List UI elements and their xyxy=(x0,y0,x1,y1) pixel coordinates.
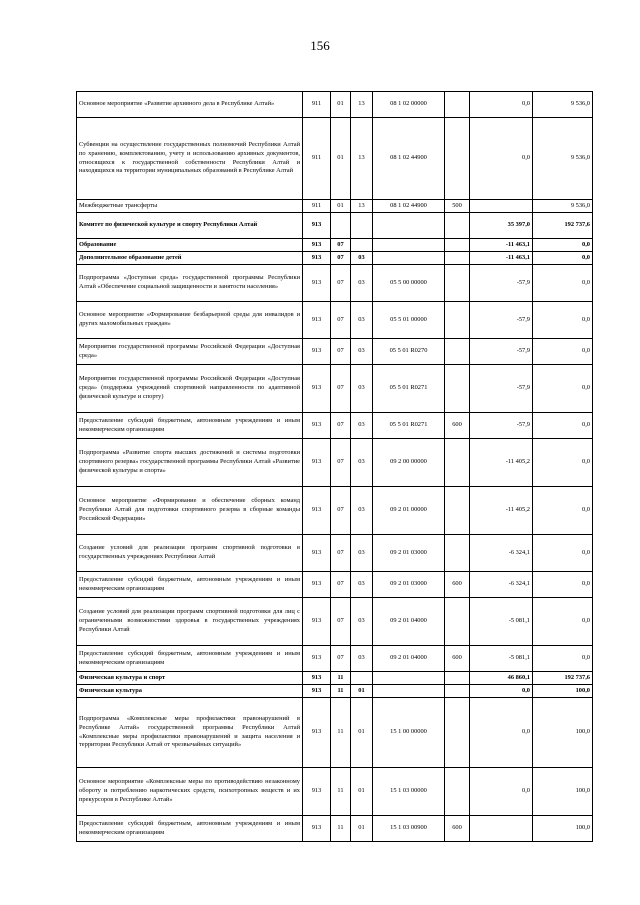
row-grbs-code: 913 xyxy=(303,816,331,842)
row-amount-2: 9 536,0 xyxy=(533,92,593,118)
page-number: 156 xyxy=(310,38,330,53)
row-target-article: 05 5 01 R0270 xyxy=(373,339,445,365)
row-section-code: 07 xyxy=(331,646,351,672)
row-section-code: 07 xyxy=(331,598,351,646)
row-amount-1: -57,9 xyxy=(470,302,533,339)
row-section-code: 07 xyxy=(331,365,351,413)
row-section-code: 11 xyxy=(331,685,351,698)
table-row xyxy=(77,252,593,265)
row-grbs-code: 913 xyxy=(303,535,331,572)
row-name: Межбюджетные трансферты xyxy=(77,200,303,213)
row-amount-1: -6 324,1 xyxy=(470,535,533,572)
row-name: Физическая культура и спорт xyxy=(77,672,303,685)
row-subsection-code: 03 xyxy=(351,365,373,413)
table-row xyxy=(77,487,593,535)
table-row xyxy=(77,239,593,252)
row-target-article: 15 1 03 00000 xyxy=(373,768,445,816)
row-grbs-code: 913 xyxy=(303,302,331,339)
row-grbs-code: 913 xyxy=(303,339,331,365)
row-grbs-code: 913 xyxy=(303,265,331,302)
row-grbs-code: 911 xyxy=(303,92,331,118)
row-name: Дополнительное образование детей xyxy=(77,252,303,265)
row-name: Основное мероприятие «Развитие архивного дела в Республике Алтай» xyxy=(77,92,303,118)
row-grbs-code: 913 xyxy=(303,598,331,646)
row-grbs-code: 913 xyxy=(303,365,331,413)
row-section-code: 07 xyxy=(331,265,351,302)
row-section-code: 11 xyxy=(331,816,351,842)
row-name: Предоставление субсидий бюджетным, автономным учреждениям и иным некоммерческим организациям xyxy=(77,816,303,842)
table-row xyxy=(77,265,593,302)
row-expense-type xyxy=(445,365,470,413)
row-section-code: 01 xyxy=(331,118,351,200)
row-name: Предоставление субсидий бюджетным, автономным учреждениям и иным некоммерческим организациям xyxy=(77,413,303,439)
row-subsection-code: 03 xyxy=(351,646,373,672)
row-subsection-code: 01 xyxy=(351,685,373,698)
row-expense-type xyxy=(445,698,470,768)
row-expense-type xyxy=(445,439,470,487)
row-name: Субвенции на осуществление государственных полномочий Республики Алтай по хранению, комплектованию, учету и использованию архивных документов, относящихся к государственной собственности Республики Алтай и находящихся на территории муниципальных образований в Республике Алтай xyxy=(77,118,303,200)
row-expense-type xyxy=(445,213,470,239)
row-amount-2: 100,0 xyxy=(533,698,593,768)
row-amount-1: 35 397,0 xyxy=(470,213,533,239)
row-amount-1 xyxy=(470,816,533,842)
row-target-article: 09 2 01 04000 xyxy=(373,598,445,646)
table-row xyxy=(77,200,593,213)
row-grbs-code: 913 xyxy=(303,698,331,768)
row-expense-type xyxy=(445,265,470,302)
row-subsection-code: 01 xyxy=(351,816,373,842)
row-grbs-code: 911 xyxy=(303,118,331,200)
row-target-article: 05 5 01 R0271 xyxy=(373,413,445,439)
row-subsection-code: 03 xyxy=(351,413,373,439)
row-subsection-code: 03 xyxy=(351,252,373,265)
row-target-article: 09 2 00 00000 xyxy=(373,439,445,487)
table-body xyxy=(77,92,593,842)
table-row xyxy=(77,118,593,200)
row-grbs-code: 913 xyxy=(303,252,331,265)
row-target-article: 09 2 01 04000 xyxy=(373,646,445,672)
row-target-article: 05 5 01 R0271 xyxy=(373,365,445,413)
row-grbs-code: 913 xyxy=(303,213,331,239)
row-expense-type xyxy=(445,118,470,200)
row-section-code: 07 xyxy=(331,487,351,535)
row-expense-type xyxy=(445,598,470,646)
row-name: Предоставление субсидий бюджетным, автономным учреждениям и иным некоммерческим организациям xyxy=(77,572,303,598)
row-amount-1: -57,9 xyxy=(470,265,533,302)
row-section-code: 11 xyxy=(331,698,351,768)
table-row xyxy=(77,572,593,598)
row-amount-1: 0,0 xyxy=(470,118,533,200)
row-amount-1: -11 463,1 xyxy=(470,252,533,265)
row-subsection-code xyxy=(351,213,373,239)
table-row xyxy=(77,672,593,685)
row-amount-2: 100,0 xyxy=(533,768,593,816)
row-expense-type xyxy=(445,302,470,339)
table-row xyxy=(77,92,593,118)
row-section-code: 07 xyxy=(331,239,351,252)
row-section-code xyxy=(331,213,351,239)
row-expense-type: 600 xyxy=(445,572,470,598)
row-amount-1: -57,9 xyxy=(470,413,533,439)
row-name: Создание условий для реализации программ спортивной подготовки в государственных учреждениях Республики Алтай xyxy=(77,535,303,572)
budget-table xyxy=(76,91,593,842)
row-name: Предоставление субсидий бюджетным, автономным учреждениям и иным некоммерческим организациям xyxy=(77,646,303,672)
row-grbs-code: 911 xyxy=(303,200,331,213)
table-row xyxy=(77,535,593,572)
row-amount-2: 0,0 xyxy=(533,598,593,646)
row-amount-1: 0,0 xyxy=(470,92,533,118)
row-target-article: 08 1 02 44900 xyxy=(373,200,445,213)
row-amount-1: 0,0 xyxy=(470,768,533,816)
row-section-code: 07 xyxy=(331,413,351,439)
row-target-article: 08 1 02 00000 xyxy=(373,92,445,118)
row-subsection-code: 01 xyxy=(351,698,373,768)
table-row xyxy=(77,598,593,646)
row-amount-2: 192 737,6 xyxy=(533,672,593,685)
row-amount-1: -57,9 xyxy=(470,365,533,413)
row-subsection-code: 13 xyxy=(351,118,373,200)
table-row xyxy=(77,339,593,365)
row-name: Комитет по физической культуре и спорту Республики Алтай xyxy=(77,213,303,239)
table-row xyxy=(77,365,593,413)
row-amount-2: 9 536,0 xyxy=(533,200,593,213)
row-expense-type xyxy=(445,535,470,572)
row-grbs-code: 913 xyxy=(303,439,331,487)
row-amount-1: 0,0 xyxy=(470,698,533,768)
row-expense-type xyxy=(445,252,470,265)
row-section-code: 07 xyxy=(331,302,351,339)
row-target-article: 05 5 01 00000 xyxy=(373,302,445,339)
row-amount-1: -6 324,1 xyxy=(470,572,533,598)
row-expense-type xyxy=(445,672,470,685)
row-amount-2: 0,0 xyxy=(533,239,593,252)
row-expense-type xyxy=(445,487,470,535)
row-grbs-code: 913 xyxy=(303,685,331,698)
row-amount-2: 0,0 xyxy=(533,339,593,365)
row-expense-type xyxy=(445,92,470,118)
table-row xyxy=(77,302,593,339)
row-amount-2: 0,0 xyxy=(533,646,593,672)
row-target-article xyxy=(373,213,445,239)
row-subsection-code: 13 xyxy=(351,92,373,118)
row-name: Подпрограмма «Развитие спорта высших достижений и системы подготовки спортивного резерва» государственной программы Республики Алтай «Развитие физической культуры и спорта» xyxy=(77,439,303,487)
row-amount-1: -57,9 xyxy=(470,339,533,365)
row-amount-1: 0,0 xyxy=(470,685,533,698)
row-amount-1: -11 405,2 xyxy=(470,439,533,487)
row-target-article: 15 1 03 00900 xyxy=(373,816,445,842)
table-row xyxy=(77,698,593,768)
row-subsection-code: 01 xyxy=(351,768,373,816)
row-name: Физическая культура xyxy=(77,685,303,698)
row-section-code: 11 xyxy=(331,768,351,816)
row-section-code: 07 xyxy=(331,339,351,365)
row-name: Образование xyxy=(77,239,303,252)
table-row xyxy=(77,439,593,487)
row-grbs-code: 913 xyxy=(303,768,331,816)
row-target-article xyxy=(373,239,445,252)
row-expense-type xyxy=(445,685,470,698)
row-amount-2: 0,0 xyxy=(533,572,593,598)
row-name: Основное мероприятие «Формирование безбарьерной среды для инвалидов и других маломобильных граждан» xyxy=(77,302,303,339)
row-section-code: 11 xyxy=(331,672,351,685)
row-name: Подпрограмма «Комплексные меры профилактики правонарушений в Республике Алтай» государственной программы Республики Алтай «Комплексные меры профилактики правонарушений и защита населения и территории Республики Алтай от чрезвычайных ситуаций» xyxy=(77,698,303,768)
row-amount-2: 9 536,0 xyxy=(533,118,593,200)
row-amount-2: 0,0 xyxy=(533,439,593,487)
table-row xyxy=(77,685,593,698)
row-target-article: 15 1 00 00000 xyxy=(373,698,445,768)
row-name: Основное мероприятие «Формирование и обеспечение сборных команд Республики Алтай для подготовки спортивного резерва в сборные команды Российской Федерации» xyxy=(77,487,303,535)
row-target-article: 05 5 00 00000 xyxy=(373,265,445,302)
row-subsection-code: 03 xyxy=(351,535,373,572)
row-expense-type: 500 xyxy=(445,200,470,213)
row-amount-1: -11 405,2 xyxy=(470,487,533,535)
row-target-article: 08 1 02 44900 xyxy=(373,118,445,200)
row-amount-2: 100,0 xyxy=(533,816,593,842)
row-section-code: 01 xyxy=(331,92,351,118)
row-section-code: 07 xyxy=(331,572,351,598)
row-subsection-code: 03 xyxy=(351,487,373,535)
row-name: Подпрограмма «Доступная среда» государственной программы Республики Алтай «Обеспечение социальной защищенности и занятости населения» xyxy=(77,265,303,302)
row-amount-2: 0,0 xyxy=(533,487,593,535)
row-subsection-code: 03 xyxy=(351,572,373,598)
row-amount-2: 0,0 xyxy=(533,302,593,339)
row-amount-2: 0,0 xyxy=(533,365,593,413)
row-section-code: 07 xyxy=(331,439,351,487)
row-subsection-code: 03 xyxy=(351,439,373,487)
table-row xyxy=(77,816,593,842)
row-target-article xyxy=(373,685,445,698)
row-amount-1: -5 081,1 xyxy=(470,598,533,646)
row-expense-type xyxy=(445,339,470,365)
row-grbs-code: 913 xyxy=(303,572,331,598)
row-expense-type: 600 xyxy=(445,413,470,439)
row-subsection-code: 03 xyxy=(351,598,373,646)
row-section-code: 01 xyxy=(331,200,351,213)
row-expense-type: 600 xyxy=(445,646,470,672)
row-target-article: 09 2 01 03000 xyxy=(373,535,445,572)
row-name: Мероприятия государственной программы Российской Федерации «Доступная среда» (поддержка учреждений спортивной направленности по адаптивной физической культуре и спорту) xyxy=(77,365,303,413)
row-expense-type xyxy=(445,768,470,816)
row-amount-1: -5 081,1 xyxy=(470,646,533,672)
row-subsection-code: 03 xyxy=(351,339,373,365)
table-row xyxy=(77,413,593,439)
row-subsection-code xyxy=(351,239,373,252)
row-subsection-code: 13 xyxy=(351,200,373,213)
row-grbs-code: 913 xyxy=(303,646,331,672)
row-grbs-code: 913 xyxy=(303,239,331,252)
row-grbs-code: 913 xyxy=(303,672,331,685)
row-name: Основное мероприятие «Комплексные меры по противодействию незаконному обороту и потреблению наркотических средств, психотропных веществ и их прекурсоров в Республике Алтай» xyxy=(77,768,303,816)
row-target-article xyxy=(373,252,445,265)
table-row xyxy=(77,768,593,816)
row-amount-2: 0,0 xyxy=(533,265,593,302)
row-amount-2: 0,0 xyxy=(533,535,593,572)
row-subsection-code: 03 xyxy=(351,302,373,339)
row-expense-type: 600 xyxy=(445,816,470,842)
row-subsection-code: 03 xyxy=(351,265,373,302)
row-section-code: 07 xyxy=(331,535,351,572)
table-row xyxy=(77,646,593,672)
row-target-article: 09 2 01 00000 xyxy=(373,487,445,535)
row-amount-1: 46 860,1 xyxy=(470,672,533,685)
row-amount-2: 0,0 xyxy=(533,413,593,439)
row-name: Мероприятия государственной программы Российской Федерации «Доступная среда» xyxy=(77,339,303,365)
row-amount-1: -11 463,1 xyxy=(470,239,533,252)
row-grbs-code: 913 xyxy=(303,413,331,439)
row-target-article: 09 2 01 03000 xyxy=(373,572,445,598)
row-amount-2: 100,0 xyxy=(533,685,593,698)
row-expense-type xyxy=(445,239,470,252)
table-row xyxy=(77,213,593,239)
row-target-article xyxy=(373,672,445,685)
row-amount-2: 192 737,6 xyxy=(533,213,593,239)
row-grbs-code: 913 xyxy=(303,487,331,535)
row-section-code: 07 xyxy=(331,252,351,265)
row-subsection-code xyxy=(351,672,373,685)
row-amount-2: 0,0 xyxy=(533,252,593,265)
row-amount-1 xyxy=(470,200,533,213)
row-name: Создание условий для реализации программ спортивной подготовки для лиц с ограниченными возможностями здоровья в государственных учреждениях Республики Алтай xyxy=(77,598,303,646)
